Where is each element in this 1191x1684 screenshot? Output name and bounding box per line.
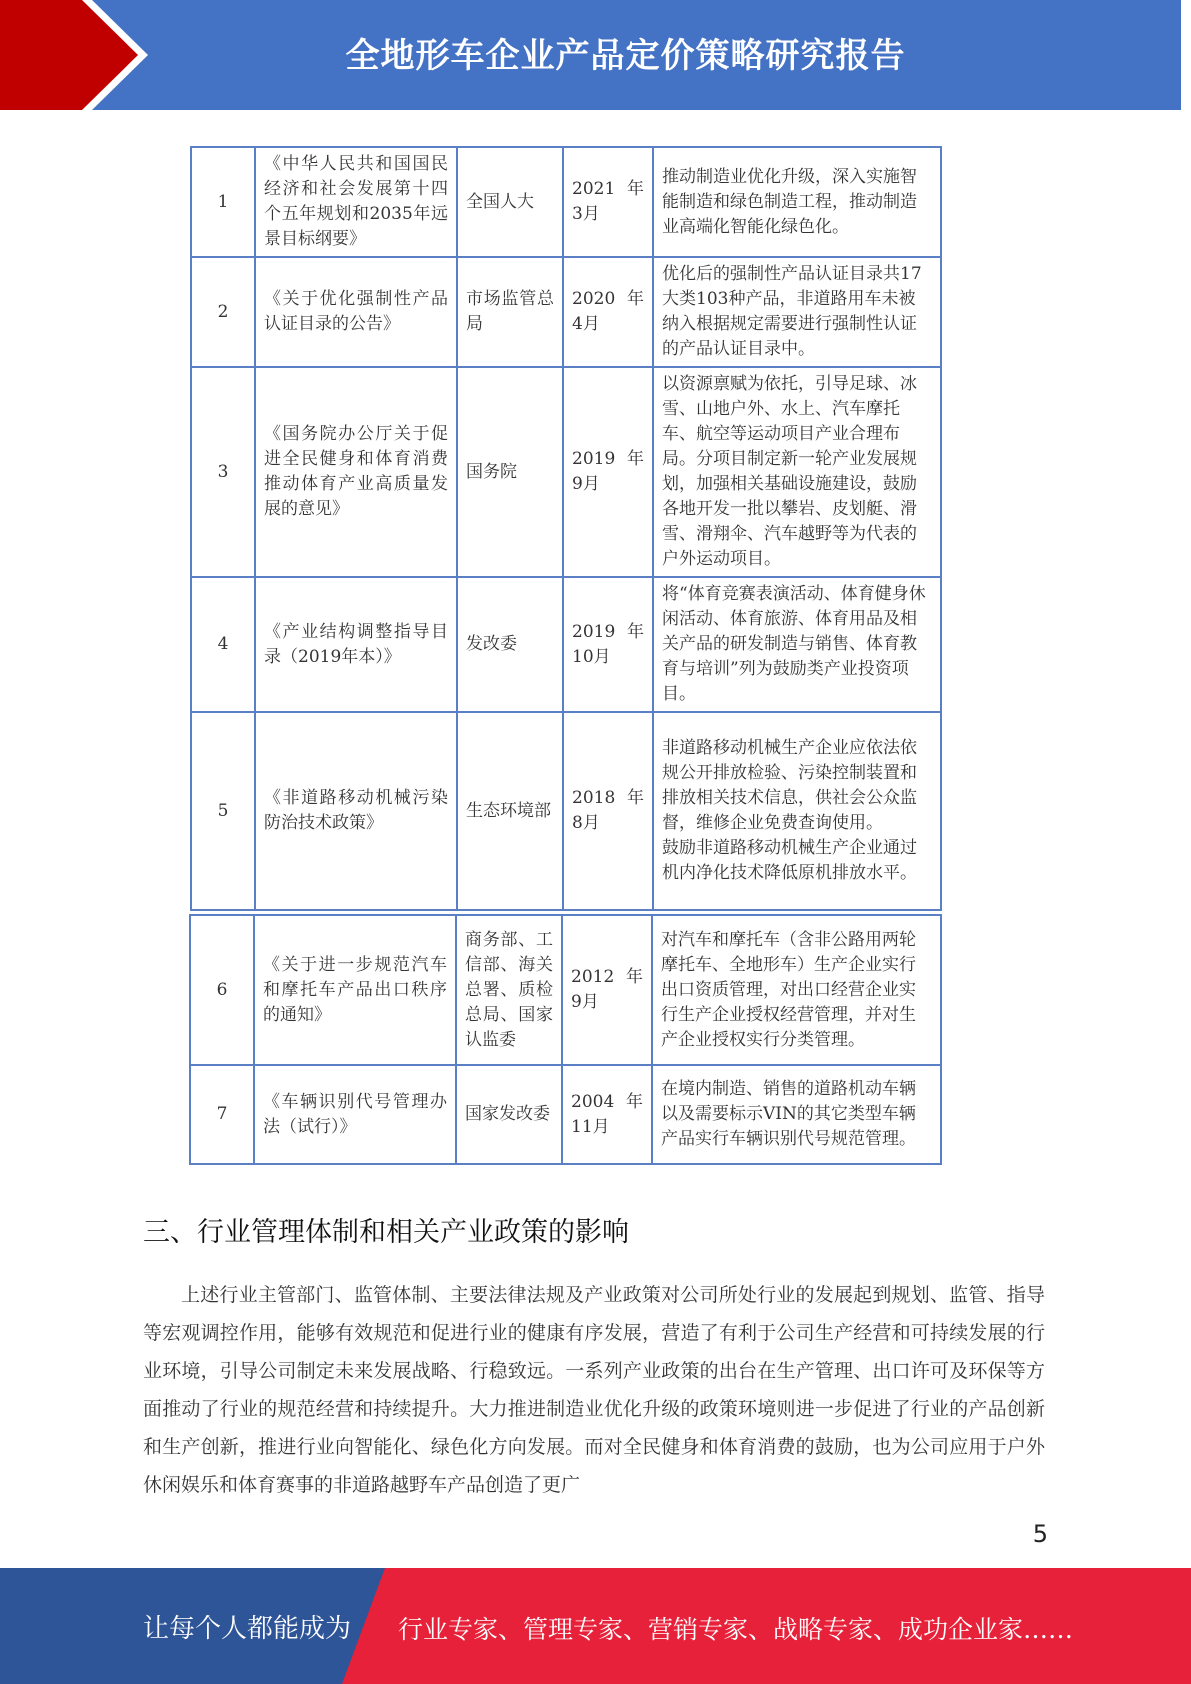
page-header: [0, 0, 1191, 110]
row-number: 7: [190, 1065, 254, 1164]
policy-document: 《车辆识别代号管理办法（试行）》: [254, 1065, 456, 1164]
row-number: 2: [191, 257, 255, 367]
page-number: 5: [1032, 1520, 1048, 1548]
policy-content: 对汽车和摩托车（含非公路用两轮摩托车、全地形车）生产企业实行出口资质管理，对出口经营企业实行生产企业授权经营管理，并对生产企业授权实行分类管理。: [652, 915, 941, 1065]
policy-content: [653, 712, 941, 910]
policy-content: 将“体育竞赛表演活动、体育健身休闲活动、体育旅游、体育用品及相关产品的研发制造与销售、体育教育与培训”列为鼓励类产业投资项目。: [653, 577, 941, 712]
policy-content-paragraph: 非道路移动机械生产企业应依法依规公开排放检验、污染控制装置和排放相关技术信息，供社会公众监督，维修企业免费查询使用。: [662, 738, 917, 833]
header-edge: [1181, 0, 1191, 110]
page-footer: [0, 1568, 1191, 1684]
policy-content-paragraph: 鼓励非道路移动机械生产企业通过机内净化技术降低原机排放水平。: [662, 838, 917, 883]
issuing-authority: 市场监管总局: [457, 257, 563, 367]
issue-date: 2021 年 3月: [563, 147, 653, 257]
row-number: 3: [191, 367, 255, 577]
table-row: [191, 367, 941, 577]
issue-date: 2018 年 8月: [563, 712, 653, 910]
footer-slogan-left: 让每个人都能成为: [143, 1614, 352, 1644]
issuing-authority: 生态环境部: [457, 712, 563, 910]
issuing-authority: 国务院: [457, 367, 563, 577]
policy-document: 《产业结构调整指导目录（2019年本）》: [255, 577, 457, 712]
policy-document: 《关于进一步规范汽车和摩托车产品出口秩序的通知》: [254, 915, 456, 1065]
row-number: 6: [190, 915, 254, 1065]
row-number: 4: [191, 577, 255, 712]
issuing-authority: 全国人大: [457, 147, 563, 257]
issue-date: 2019 年 10月: [563, 577, 653, 712]
row-number: 1: [191, 147, 255, 257]
table-row: [191, 147, 941, 257]
table-row: [190, 915, 941, 1065]
policy-document: 《国务院办公厅关于促进全民健身和体育消费推动体育产业高质量发展的意见》: [255, 367, 457, 577]
policy-document: 《中华人民共和国国民经济和社会发展第十四个五年规划和2035年远景目标纲要》: [255, 147, 457, 257]
policy-document: 《关于优化强制性产品认证目录的公告》: [255, 257, 457, 367]
section-heading: 三、行业管理体制和相关产业政策的影响: [143, 1217, 629, 1248]
row-number: 5: [191, 712, 255, 910]
table-row: [190, 1065, 941, 1164]
footer-slogan-right: 行业专家、管理专家、营销专家、战略专家、成功企业家……: [398, 1615, 1074, 1644]
policy-document: 《非道路移动机械污染防治技术政策》: [255, 712, 457, 910]
policy-content: 在境内制造、销售的道路机动车辆以及需要标示VIN的其它类型车辆产品实行车辆识别代号规范管理。: [652, 1065, 941, 1164]
policy-table-part1: [190, 146, 942, 911]
table-row: [191, 257, 941, 367]
policy-content: 优化后的强制性产品认证目录共17大类103种产品，非道路用车未被纳入根据规定需要进行强制性认证的产品认证目录中。: [653, 257, 941, 367]
body-paragraph: 上述行业主管部门、监管体制、主要法律法规及产业政策对公司所处行业的发展起到规划、监管、指导等宏观调控作用，能够有效规范和促进行业的健康有序发展，营造了有利于公司生产经营和可持续发展的行业环境，引导公司制定未来发展战略、行稳致远。一系列产业政策的出台在生产管理、出口许可及环保等方面推动了行业的规范经营和持续提升。大力推进制造业优化升级的政策环境则进一步促进了行业的产品创新和生产创新，推进行业向智能化、绿色化方向发展。而对全民健身和体育消费的鼓励，也为公司应用于户外休闲娱乐和体育赛事的非道路越野车产品创造了更广: [143, 1284, 1045, 1496]
issue-date: 2019 年 9月: [563, 367, 653, 577]
issuing-authority: 商务部、工信部、海关总署、质检总局、国家认监委: [456, 915, 562, 1065]
policy-content: 推动制造业优化升级，深入实施智能制造和绿色制造工程，推动制造业高端化智能化绿色化。: [653, 147, 941, 257]
issue-date: 2012 年 9月: [562, 915, 652, 1065]
issue-date: 2004 年 11月: [562, 1065, 652, 1164]
issuing-authority: 国家发改委: [456, 1065, 562, 1164]
report-title: 全地形车企业产品定价策略研究报告: [345, 36, 906, 76]
table-row: [191, 712, 941, 910]
policy-content: 以资源禀赋为依托，引导足球、冰雪、山地户外、水上、汽车摩托车、航空等运动项目产业合理布局。分项目制定新一轮产业发展规划，加强相关基础设施建设，鼓励各地开发一批以攀岩、皮划艇、滑雪、滑翔伞、汽车越野等为代表的户外运动项目。: [653, 367, 941, 577]
issuing-authority: 发改委: [457, 577, 563, 712]
issue-date: 2020 年 4月: [563, 257, 653, 367]
table-row: [191, 577, 941, 712]
policy-table-part2: [189, 914, 942, 1165]
